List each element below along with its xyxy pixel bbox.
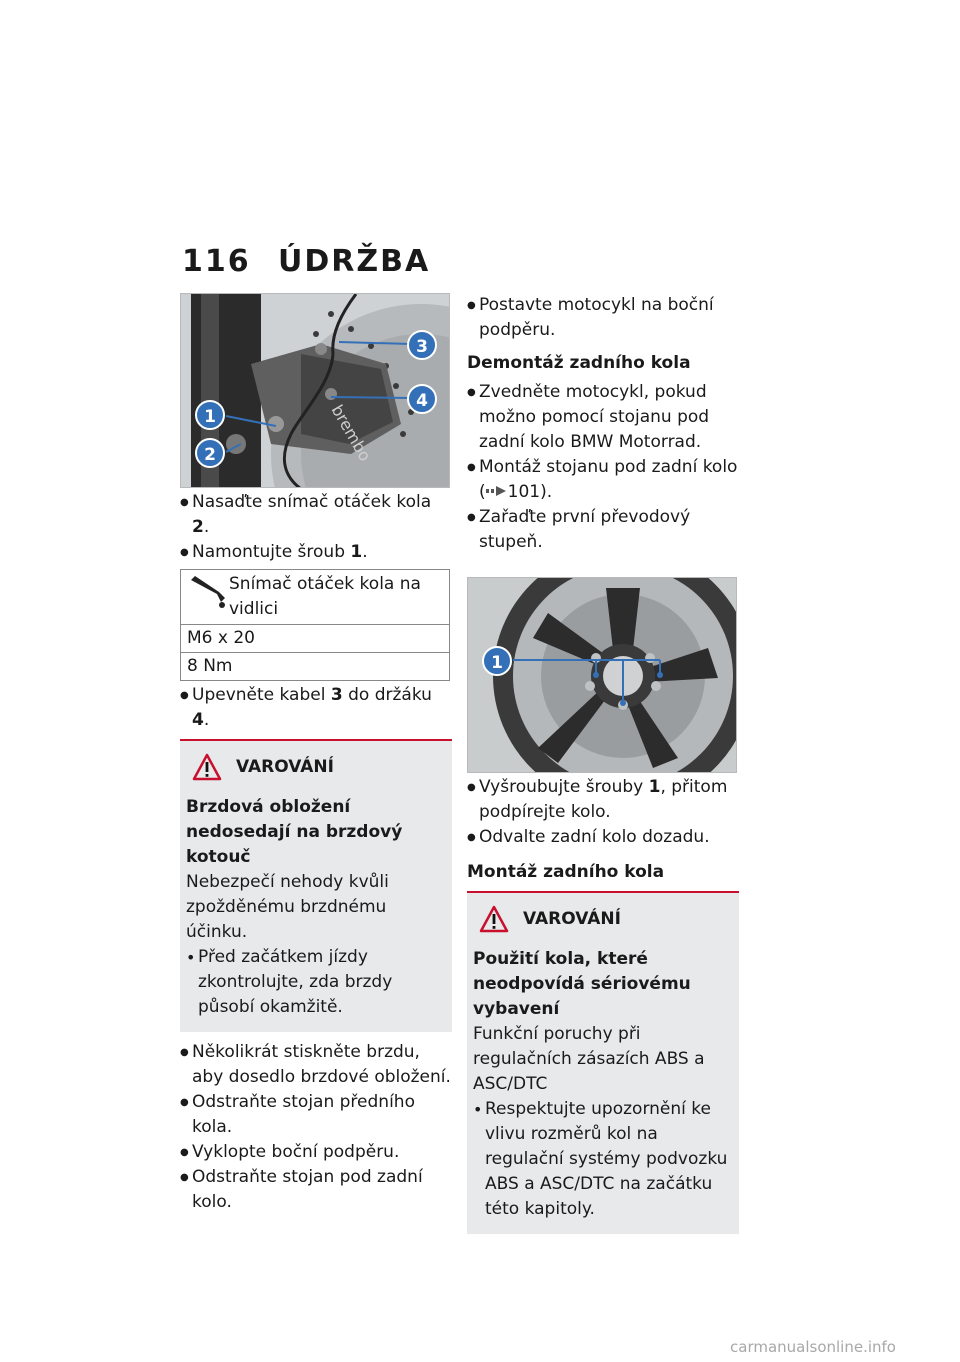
watermark: carmanualsonline.info [730,1338,896,1356]
warning-bullets [473,1097,733,1222]
warning-box-wheel [467,891,739,1234]
rear-wheel-illustration [468,578,737,773]
warning-triangle-icon [192,753,222,781]
rear-wheel-photo [467,577,737,773]
left-column [180,293,452,1215]
page-number: 116 [182,244,251,279]
page-header [182,244,430,279]
right-column [467,293,739,1234]
front-brake-photo [180,293,450,488]
list-item: • Před začátkem jízdy zkontrolujte, zda brzdy působí okamžitě. [186,945,446,1020]
install-heading: Montáž zadního kola [467,862,665,882]
callout-1: 1 [482,646,512,676]
step-list-2 [180,683,452,733]
torque-spec: M6 x 20 [181,624,449,652]
warning-box-brakes [180,739,452,1032]
warning-title: VAROVÁNÍ [473,905,733,933]
warning-text: Funkční poruchy při regulačních zásazích ABS a ASC/DTC [473,1024,705,1094]
list-item: ● Odvalte zadní kolo dozadu. [467,825,739,850]
warning-title: VAROVÁNÍ [186,753,446,781]
warning-text: Nebezpečí nehody kvůli zpožděnému brzdnému účinku. [186,872,389,942]
removal-step-list [467,380,739,555]
warning-bullets [186,945,446,1020]
list-item: ● Odstraňte stojan pod zadní kolo. [180,1165,452,1215]
step-list-3 [180,1040,452,1215]
removal-heading: Demontáž zadního kola [467,353,691,373]
step-list-1 [180,490,452,565]
torque-description-row [181,570,449,624]
torque-description: Snímač otáček kola na vidlici [229,574,421,619]
callout-2: 2 [195,438,225,468]
step-list-top [467,293,739,343]
list-item: • Respektujte upozornění ke vlivu rozměrů kol na regulační systémy podvozku ABS a ASC/DTC na začátku této kapitoly. [473,1097,733,1222]
list-item: ● Namontujte šroub 1. [180,540,452,565]
section-title: ÚDRŽBA [278,244,431,279]
warning-heading: Brzdová obložení nedosedají na brzdový kotouč [186,797,403,867]
list-item: ● Zařaďte první převodový stupeň. [467,505,739,555]
list-item: ● Vyklopte boční podpěru. [180,1140,452,1165]
list-item: ● Montáž stojanu pod zadní kolo ( 101). [467,455,739,505]
warning-heading: Použití kola, které neodpovídá sériovému vybavení [473,949,691,1019]
list-item: ● Vyšroubujte šrouby 1, přitom podpírejte kolo. [467,775,739,825]
list-item: ● Nasaďte snímač otáček kola 2. [180,490,452,540]
torque-value: 8 Nm [181,652,449,680]
svg-text:brembo: brembo [327,401,375,465]
torque-table [180,569,450,681]
torque-wrench-icon [187,572,229,612]
list-item: ● Postavte motocykl na boční podpěru. [467,293,739,343]
list-item: ● Zvedněte motocykl, pokud možno pomocí stojanu pod zadní kolo BMW Motorrad. [467,380,739,455]
callout-1: 1 [195,400,225,430]
step-list-after-photo [467,775,739,850]
list-item: ● Několikrát stiskněte brzdu, aby dosedlo brzdové obložení. [180,1040,452,1090]
list-item: ● Upevněte kabel 3 do držáku 4. [180,683,452,733]
warning-triangle-icon [479,905,509,933]
page-reference-arrow-icon [486,484,508,498]
list-item: ● Odstraňte stojan předního kola. [180,1090,452,1140]
callout-4: 4 [407,384,437,414]
callout-3: 3 [407,330,437,360]
